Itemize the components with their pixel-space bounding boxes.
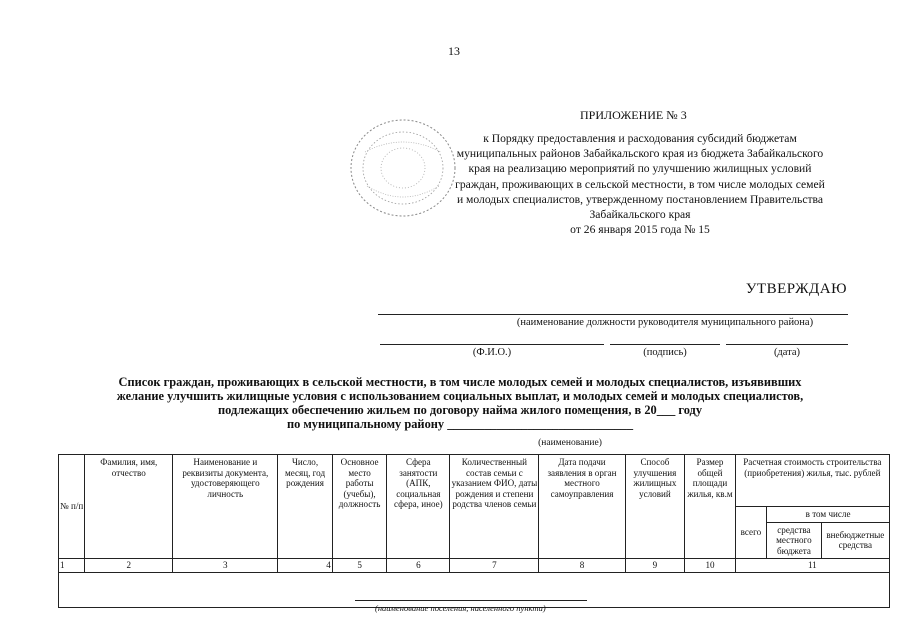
signature-caption: (подпись) <box>643 347 687 358</box>
signature-line <box>610 344 720 345</box>
approval-heading: УТВЕРЖДАЮ <box>745 281 847 297</box>
column-number: 5 <box>332 559 387 573</box>
column-number: 1 <box>59 559 85 573</box>
appendix-reference <box>430 131 850 237</box>
page-number: 13 <box>448 44 460 58</box>
header-including: в том числе <box>767 507 890 523</box>
document-title <box>40 375 880 431</box>
header-extra-budget: внебюджетные средства <box>821 522 889 559</box>
district-caption: (наименование) <box>538 438 602 448</box>
header-birth-date: Число, месяц, год рождения <box>278 455 333 559</box>
date-line <box>726 344 848 345</box>
column-number: 11 <box>735 559 889 573</box>
header-total: всего <box>735 507 766 559</box>
citizens-table <box>58 454 890 608</box>
settlement-line <box>355 600 587 601</box>
header-improvement-method: Способ улучшения жилищных условий <box>625 455 685 559</box>
column-number: 7 <box>450 559 539 573</box>
appendix-line: к Порядку предоставления и расходования субсидий бюджетам <box>483 132 797 145</box>
header-number: № п/п <box>59 455 85 559</box>
header-workplace: Основное место работы (учебы), должность <box>332 455 387 559</box>
title-line: по муниципальному району ______________________________ <box>286 417 634 431</box>
header-full-name: Фамилия, имя, отчество <box>85 455 173 559</box>
appendix-line: муниципальных районов Забайкальского края из бюджета Забайкальского <box>456 147 824 161</box>
header-local-budget: средства местного бюджета <box>767 522 822 559</box>
title-line: Список граждан, проживающих в сельской местности, в том числе молодых семей и молодых специалистов, изъявивших <box>118 375 802 389</box>
column-number: 8 <box>539 559 625 573</box>
appendix-line: и молодых специалистов, утвержденному постановлением Правительства <box>456 192 824 206</box>
header-employment-sphere: Сфера занятости (АПК, социальная сфера, иное) <box>387 455 450 559</box>
position-line <box>378 314 848 315</box>
header-area: Размер общей площади жилья, кв.м <box>685 455 735 559</box>
column-number: 2 <box>85 559 173 573</box>
appendix-title: ПРИЛОЖЕНИЕ № 3 <box>580 108 687 122</box>
settlement-caption: (наименование поселения, населенного пункта) <box>375 603 546 613</box>
appendix-line: края на реализацию мероприятий по улучшению жилищных условий <box>468 162 812 176</box>
date-caption: (дата) <box>773 347 801 358</box>
name-caption: (Ф.И.О.) <box>472 347 512 358</box>
appendix-line: граждан, проживающих в сельской местности, в том числе молодых семей <box>455 177 825 191</box>
appendix-line: Забайкальского края <box>589 208 691 222</box>
header-id-document: Наименование и реквизиты документа, удостоверяющего личность <box>173 455 278 559</box>
column-number: 3 <box>173 559 278 573</box>
header-estimated-cost: Расчетная стоимость строительства (приобретения) жилья, тыс. рублей <box>735 455 889 507</box>
column-number: 9 <box>625 559 685 573</box>
position-caption: (наименование должности руководителя муниципального района) <box>516 317 814 328</box>
name-line <box>380 344 604 345</box>
column-number: 10 <box>685 559 735 573</box>
header-application-date: Дата подачи заявления в орган местного самоуправления <box>539 455 625 559</box>
appendix-line: от 26 января 2015 года № 15 <box>570 223 710 237</box>
title-line: подлежащих обеспечению жильем по договору найма жилого помещения, в 20___ году <box>217 403 703 417</box>
title-line: желание улучшить жилищные условия с использованием социальных выплат, и молодых семей и молодых специалистов, <box>116 389 804 403</box>
header-family-composition: Количественный состав семьи с указанием ФИО, даты рождения и степени родства членов семьи <box>450 455 539 559</box>
column-number: 6 <box>387 559 450 573</box>
column-number: 4 <box>278 559 333 573</box>
